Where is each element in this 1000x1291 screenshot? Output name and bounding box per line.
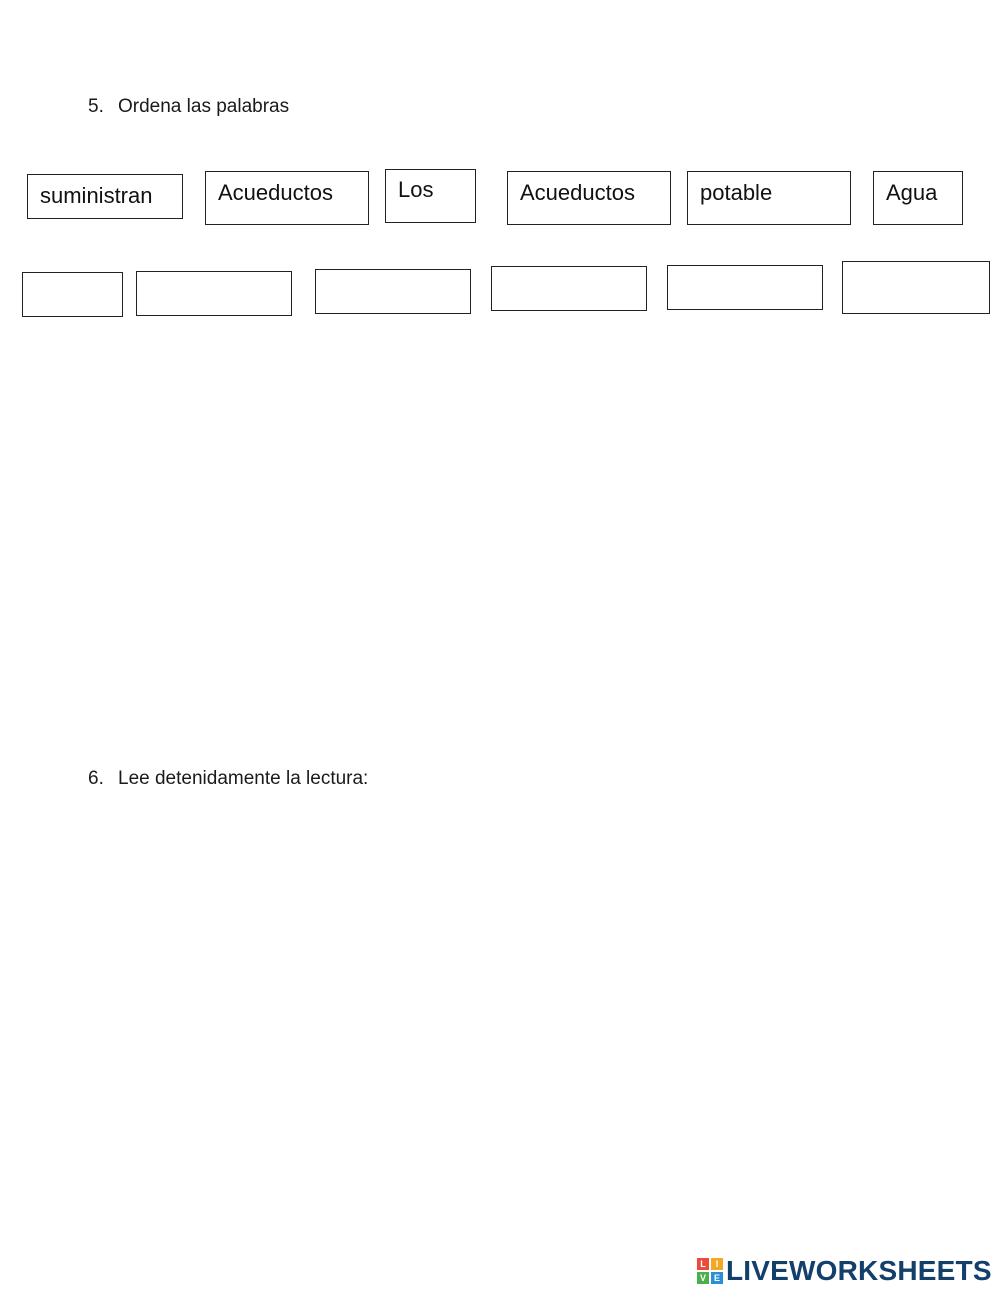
logo-text: LIVEWORKSHEETS	[726, 1255, 992, 1286]
answer-slot-2[interactable]	[136, 271, 292, 316]
question-text: Lee detenidamente la lectura:	[118, 768, 369, 789]
logo-tile: E	[711, 1272, 723, 1284]
word-tile-label: potable	[700, 180, 773, 205]
word-tile-label: suministran	[40, 183, 153, 208]
answer-slot-1[interactable]	[22, 272, 123, 317]
word-tile[interactable]	[205, 171, 369, 225]
word-tile-label: Los	[398, 177, 434, 202]
question-5	[88, 96, 289, 118]
question-6	[88, 768, 368, 790]
word-tile[interactable]	[873, 171, 963, 225]
logo-tile: L	[697, 1258, 709, 1270]
answer-slot-6[interactable]	[842, 261, 990, 314]
question-number: 6.	[88, 768, 104, 789]
word-tile-label: Acueductos	[218, 180, 333, 205]
word-tile[interactable]	[385, 169, 476, 223]
word-tile-label: Acueductos	[520, 180, 635, 205]
word-tile[interactable]	[27, 174, 183, 219]
answer-slot-4[interactable]	[491, 266, 647, 311]
question-number: 5.	[88, 96, 104, 117]
question-text: Ordena las palabras	[118, 96, 290, 117]
logo-tile: I	[711, 1258, 723, 1270]
answer-slot-3[interactable]	[315, 269, 471, 314]
logo-tile: V	[697, 1272, 709, 1284]
word-tile-label: Agua	[886, 180, 938, 205]
word-tile[interactable]	[507, 171, 671, 225]
answer-slot-5[interactable]	[667, 265, 823, 310]
liveworksheets-logo	[697, 1256, 992, 1286]
logo-tiles-icon	[697, 1258, 723, 1284]
word-tile[interactable]	[687, 171, 851, 225]
